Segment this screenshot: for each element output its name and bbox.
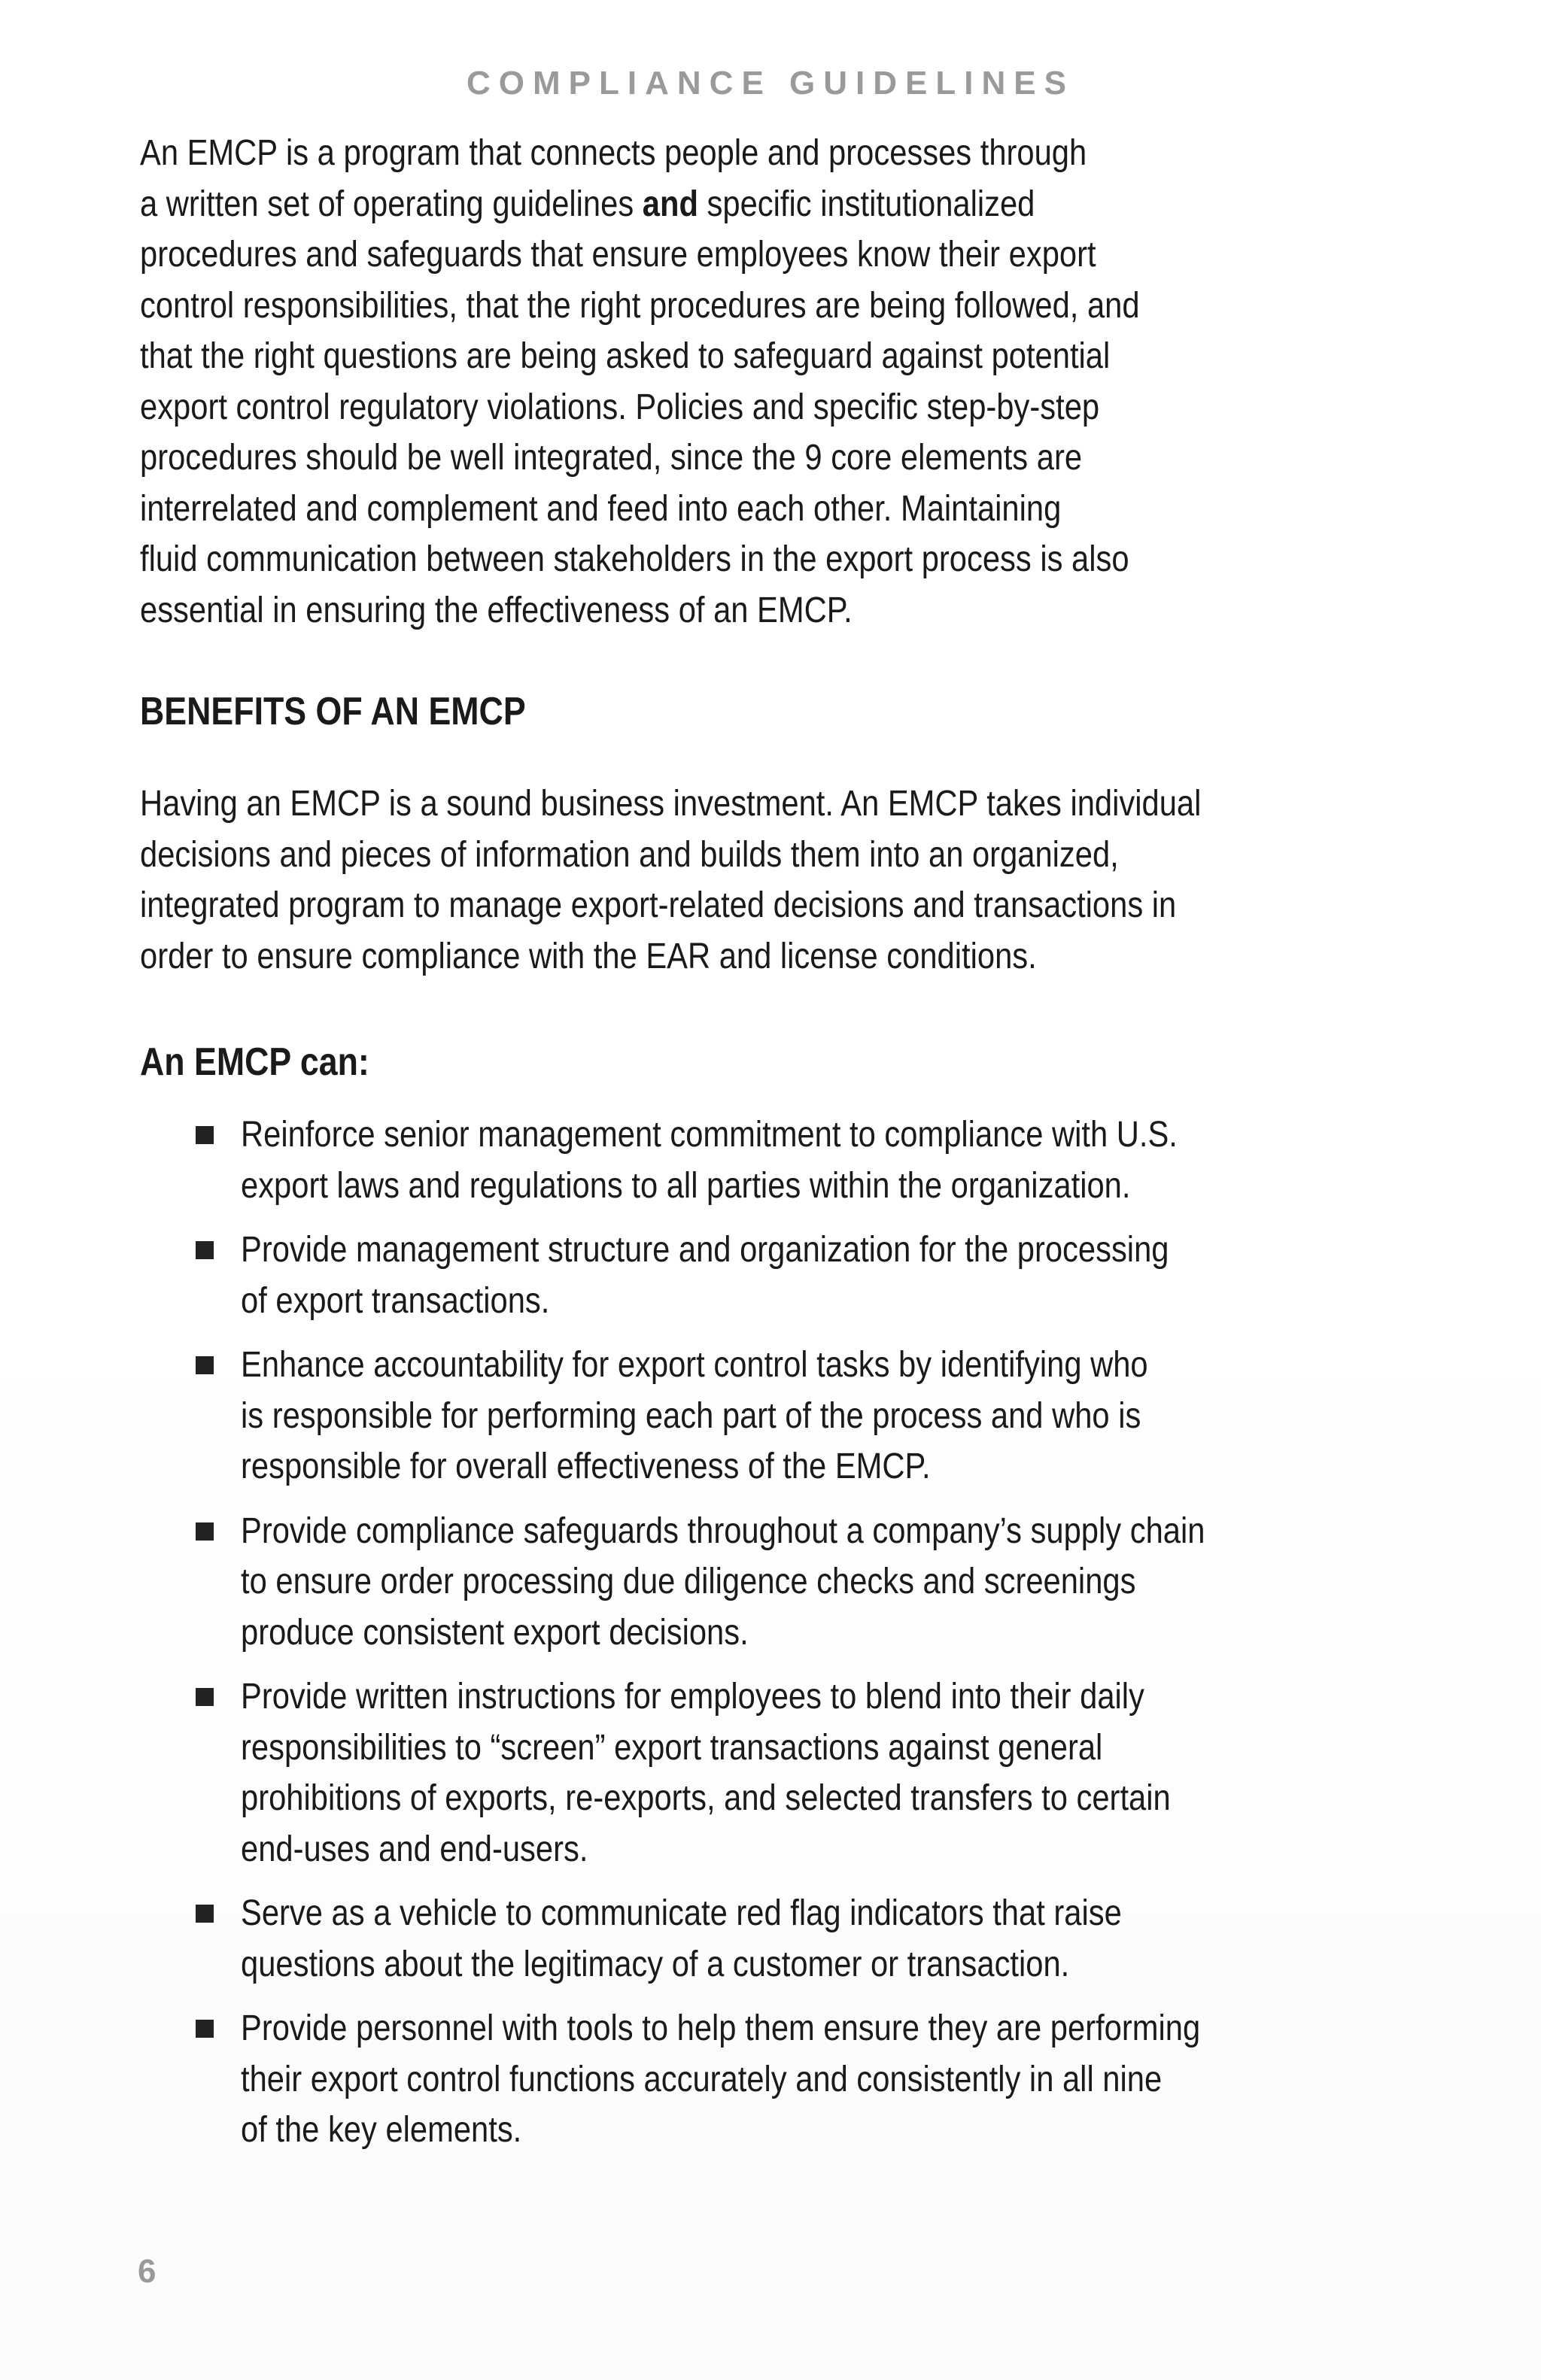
square-bullet-icon xyxy=(196,1126,214,1144)
intro-body: procedures and safeguards that ensure employees know their export control responsibilities, that the right procedures are being followed, and that the right questions are being asked to safeguard against potential export control regulatory violations. Policies and specific step-by-step procedures should be well integrated, since the 9 core elements are interrelated and complement and feed into each other. Maintaining fluid communication between stakeholders in the export process is also essential in ensuring the effectiveness of an EMCP. xyxy=(140,234,1140,630)
list-item xyxy=(140,1340,1434,1492)
list-item xyxy=(140,1110,1434,1211)
benefits-paragraph: Having an EMCP is a sound business investment. An EMCP takes individual decisions and pieces of information and builds them into an organized, integrated program to manage export-related decisions and transactions in order to ensure compliance with the EAR and license conditions. xyxy=(140,783,1202,976)
list-item xyxy=(140,1671,1434,1875)
list-item-text: Reinforce senior management commitment to compliance with U.S. export laws and regulations to all parties within the organization. xyxy=(241,1114,1178,1206)
benefits-heading: BENEFITS OF AN EMCP xyxy=(140,690,526,733)
intro-paragraph xyxy=(140,128,1434,636)
square-bullet-icon xyxy=(196,1241,214,1259)
intro-line-1: An EMCP is a program that connects people and processes through xyxy=(140,132,1087,173)
intro-line-2-end: specific institutionalized xyxy=(698,183,1035,224)
intro-line-2-start: a written set of operating guidelines xyxy=(140,183,643,224)
page-content xyxy=(140,128,1434,2169)
running-header: COMPLIANCE GUIDELINES xyxy=(467,65,1074,102)
list-item-text: Provide written instructions for employees to blend into their daily responsibilities to “screen” export transactions against general prohibitions of exports, re-exports, and selected transfers to certain end-uses and end-users. xyxy=(241,1676,1171,1869)
square-bullet-icon xyxy=(196,1356,214,1374)
square-bullet-icon xyxy=(196,1905,214,1923)
list-item xyxy=(140,1506,1434,1659)
list-item xyxy=(140,1888,1434,1990)
intro-bold-and: and xyxy=(642,183,698,224)
square-bullet-icon xyxy=(196,2020,214,2038)
list-item-text: Provide compliance safeguards throughout a company’s supply chain to ensure order processing due diligence checks and screenings produce consistent export decisions. xyxy=(241,1510,1205,1653)
list-item-text: Enhance accountability for export control tasks by identifying who is responsible for performing each part of the process and who is responsible for overall effectiveness of the EMCP. xyxy=(241,1344,1148,1486)
list-item xyxy=(140,2003,1434,2156)
list-item-text: Provide management structure and organization for the processing of export transactions. xyxy=(241,1229,1169,1321)
list-item xyxy=(140,1225,1434,1326)
page-number: 6 xyxy=(138,2253,157,2290)
list-item-text: Provide personnel with tools to help them ensure they are performing their export control functions accurately and consistently in all nine of the key elements. xyxy=(241,2008,1201,2150)
square-bullet-icon xyxy=(196,1688,214,1706)
emcp-benefits-list xyxy=(140,1110,1434,2156)
square-bullet-icon xyxy=(196,1522,214,1541)
list-item-text: Serve as a vehicle to communicate red flag indicators that raise questions about the legitimacy of a customer or transaction. xyxy=(241,1893,1122,1984)
emcp-can-heading: An EMCP can: xyxy=(140,1040,369,1084)
